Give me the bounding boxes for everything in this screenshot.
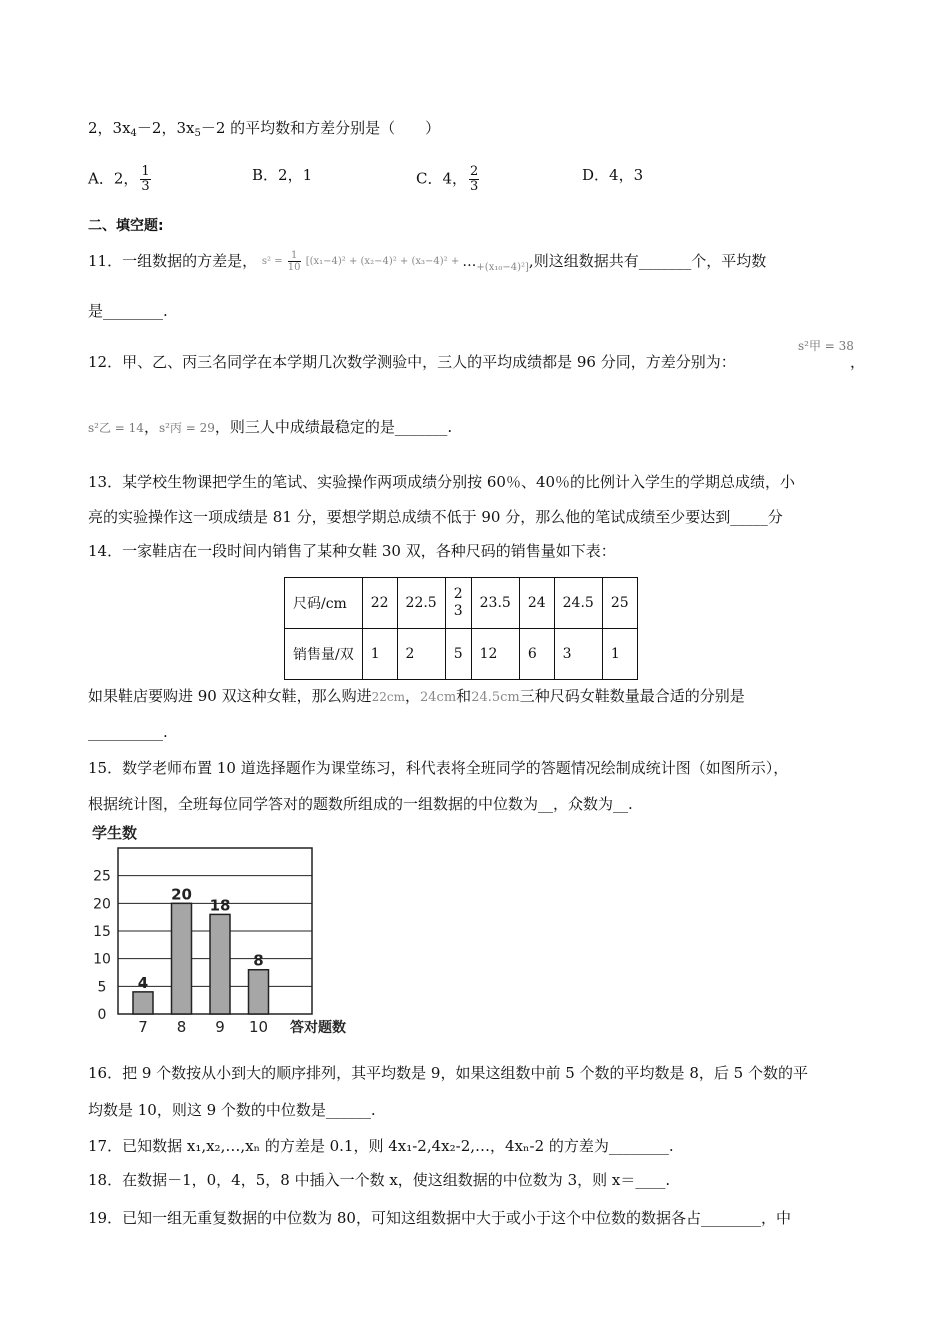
fraction: $\frac{1}{3}$ xyxy=(141,164,150,194)
q15-line1: 15．数学老师布置 10 道选择题作为课堂练习，科代表将全班同学的答题情况绘制成统计图（如图所示）， xyxy=(88,759,789,777)
q10-option-b[interactable]: B．2，1 xyxy=(252,166,313,184)
chart-ytick-label: 25 xyxy=(93,868,111,885)
chart-bar xyxy=(210,914,230,1014)
chart-xtick-label: 9 xyxy=(215,1018,225,1036)
q18-text: 18．在数据－1，0，4，5，8 中插入一个数 x，使这组数据的中位数为 3，则 x＝____. xyxy=(88,1171,671,1189)
q12-line1: 12．甲、乙、丙三名同学在本学期几次数学测验中，三人的平均成绩都是 96 分同，方差分别为： xyxy=(88,353,736,371)
chart-xtick-label: 8 xyxy=(176,1018,187,1036)
chart-ytick-label: 0 xyxy=(97,1007,107,1023)
table-cell: 22 xyxy=(362,578,397,629)
size-24cm: 24cm xyxy=(420,690,457,705)
table-cell: 5 xyxy=(445,629,471,680)
chart-ytick-label: 20 xyxy=(93,896,111,913)
chart-data-label: 20 xyxy=(171,885,192,904)
chart-bar xyxy=(249,970,269,1014)
chart-bar xyxy=(172,903,192,1014)
chart-data-label: 8 xyxy=(253,951,264,970)
table-header: 尺码/cm xyxy=(285,578,363,629)
chart-ylabel: 学生数 xyxy=(92,824,138,842)
chart-bar xyxy=(133,992,153,1014)
table-cell: 6 xyxy=(519,629,554,680)
bar-chart xyxy=(80,818,380,1038)
table-cell: 1 xyxy=(362,629,397,680)
q16-line1: 16．把 9 个数按从小到大的顺序排列，其平均数是 9，如果这组数中前 5 个数的平均数是 8，后 5 个数的平 xyxy=(88,1064,808,1082)
chart-ytick-label: 10 xyxy=(93,951,111,968)
chart-xtick-label: 7 xyxy=(138,1018,148,1036)
chart-ytick-label: 15 xyxy=(93,924,111,940)
q10-option-a[interactable]: A．2， $\frac{1}{3}$ xyxy=(88,164,150,194)
chart-xlabel: 答对题数 xyxy=(290,1020,346,1036)
chart-ytick-label: 5 xyxy=(97,979,107,996)
table-cell: 25 xyxy=(602,578,637,629)
table-cell: 12 xyxy=(471,629,519,680)
table-row xyxy=(285,629,638,680)
variance-yi: s²乙 = 14 xyxy=(88,421,144,435)
q17-text: 17．已知数据 x₁,x₂,…,xₙ 的方差是 0.1，则 4x₁-2,4x₂-2,…，4xₙ-2 的方差为________. xyxy=(88,1137,674,1155)
q14-line3: __________. xyxy=(88,723,168,741)
table-cell: 24 xyxy=(519,578,554,629)
table-cell: 22.5 xyxy=(397,578,445,629)
variance-jia: s²甲 = 38 xyxy=(798,339,854,353)
section-title: 二、填空题: xyxy=(88,218,164,234)
size-22cm: 22cm xyxy=(371,690,405,704)
shoe-size-table xyxy=(284,577,638,680)
q11-line2: 是________. xyxy=(88,302,168,320)
variance-formula: s² = $\frac{1}{10}$ [(x₁−4)² + (x₂−4)² + (x₃−4)² + xyxy=(261,250,460,273)
chart-xtick-label: 10 xyxy=(248,1018,269,1036)
q16-line2: 均数是 10，则这 9 个数的中位数是______. xyxy=(88,1101,376,1119)
q13-line2: 亮的实验操作这一项成绩是 81 分，要想学期总成绩不低于 90 分，那么他的笔试成绩至少要达到_____分 xyxy=(88,508,783,526)
q11-line1: 11．一组数据的方差是， s² = $\frac{1}{10}$ [$(x_1-4)^2 + (x_2-4)^2 + (x_3-4)^2 + \dots_{+(x_{10}-4)^2]}$,则这组数据共有_______个，平均数 xyxy=(88,250,767,273)
q10-option-d[interactable]: D．4，3 xyxy=(582,166,644,184)
q12-comma: ， xyxy=(850,353,866,371)
q14-line2: 如果鞋店要购进 90 双这种女鞋，那么购进22cm，24cm和24.5cm三种尺码女鞋数量最合适的分别是 xyxy=(88,687,745,705)
table-cell: 2 xyxy=(397,629,445,680)
q13-line1: 13．某学校生物课把学生的笔试、实验操作两项成绩分别按 60％、40％的比例计入学生的学期总成绩，小 xyxy=(88,473,796,491)
q10-option-c[interactable]: C．4， $\frac{2}{3}$ xyxy=(416,164,479,194)
q12-line2: s²乙 = 14，s²丙 = 29，则三人中成绩最稳定的是_______. xyxy=(88,418,453,436)
chart-data-label: 18 xyxy=(209,896,231,915)
size-24-5cm: 24.5cm xyxy=(471,690,520,705)
table-cell: 3 xyxy=(554,629,602,680)
chart-data-label: 4 xyxy=(137,973,149,992)
table-header: 销售量/双 xyxy=(285,629,363,680)
table-cell: 23 xyxy=(445,578,471,629)
q14-line1: 14．一家鞋店在一段时间内销售了某种女鞋 30 双，各种尺码的销售量如下表： xyxy=(88,542,616,560)
variance-bing: s²丙 = 29 xyxy=(158,421,215,435)
table-cell: 1 xyxy=(602,629,637,680)
table-row xyxy=(285,578,638,629)
q10-stem: 2，$3x_4-2$，$3x_5-2$ 的平均数和方差分别是（ ） xyxy=(88,119,441,139)
q15-line2: 根据统计图，全班每位同学答对的题数所组成的一组数据的中位数为__，众数为__. xyxy=(88,795,633,813)
table-cell: 24.5 xyxy=(554,578,602,629)
table-cell: 23.5 xyxy=(471,578,519,629)
fraction: $\frac{2}{3}$ xyxy=(470,164,479,194)
q19-text: 19．已知一组无重复数据的中位数为 80，可知这组数据中大于或小于这个中位数的数据各占________，中 xyxy=(88,1209,791,1227)
